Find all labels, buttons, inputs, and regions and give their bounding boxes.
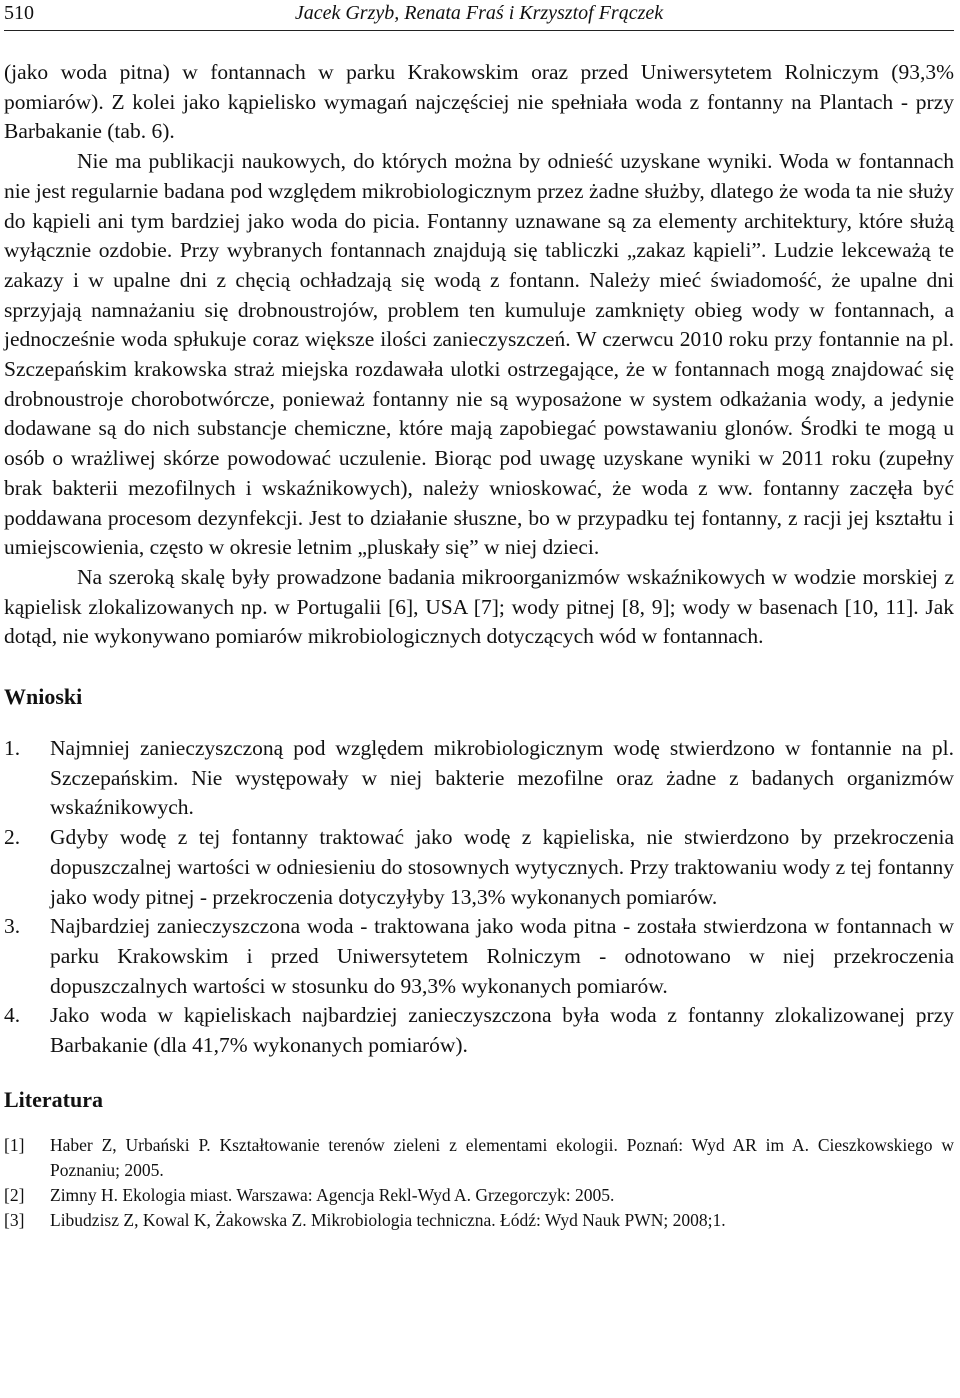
reference-number: [3] — [4, 1209, 25, 1230]
header-rule — [4, 30, 954, 31]
list-item-number: 1. — [4, 736, 21, 761]
running-head: Jacek Grzyb, Renata Fraś i Krzysztof Frączek — [294, 2, 664, 24]
reference-number: [2] — [4, 1184, 25, 1205]
list-item — [4, 912, 954, 1001]
page-content — [4, 58, 954, 1233]
list-item-number: 2. — [4, 825, 21, 850]
list-item-text: Najbardziej zanieczyszczona woda - traktowana jako woda pitna - została stwierdzona w fontannach w parku Krakowskim i przed Uniwersytetem Rolniczym - odnotowano w niej przekroczenia dopuszczalnych wartości w stosunku do 93,3% wykonanych pomiarów. — [50, 914, 954, 998]
list-item-text: Gdyby wodę z tej fontanny traktować jako wodę z kąpieliska, nie stwierdzono by przekroczenia dopuszczalnej wartości w odniesieniu do stosownych wytycznych. Przy traktowaniu wody z tej fontanny jako wody pitnej - przekroczenia dotyczyłyby 13,3% wykonanych pomiarów. — [50, 825, 954, 909]
page-number: 510 — [4, 2, 34, 24]
section-title-conclusions: Wnioski — [4, 684, 83, 710]
list-item-text: Najmniej zanieczyszczoną pod względem mikrobiologicznym wodę stwierdzono w fontannie na pl. Szczepańskim. Nie występowały w niej bakterie mezofilne oraz żadne z badanych organizmów wskaźnikowych. — [50, 736, 954, 820]
list-item-number: 4. — [4, 1003, 21, 1028]
list-item-number: 3. — [4, 914, 21, 939]
reference-text: Zimny H. Ekologia miast. Warszawa: Agencja Rekl-Wyd A. Grzegorczyk: 2005. — [50, 1184, 615, 1205]
reference-number: [1] — [4, 1134, 25, 1155]
reference-item — [4, 1183, 954, 1208]
reference-item — [4, 1208, 954, 1233]
page-header — [4, 0, 954, 30]
paragraph-discussion: Nie ma publikacji naukowych, do których można by odnieść uzyskane wyniki. Woda w fontannach nie jest regularnie badana pod względem mikrobiologicznym przez żadne służby, dlatego że woda ta nie służy do kąpieli ani tym bardziej jako woda do picia. Fontanny uznawane są za elementy architektury, które służą wyłącznie ozdobie. Przy wybranych fontannach znajdują się tabliczki „zakaz kąpieli”. Ludzie lekceważą te zakazy i w upalne dni z chęcią ochładzają się wodą z fontann. Należy mieć świadomość, że upalne dni sprzyjają namnażaniu się drobnoustrojów, problem ten kumuluje zamknięty obieg wody w fontannach, a jednocześnie woda spłukuje coraz większe ilości zanieczyszczeń. W czerwcu 2010 roku przy fontannie na pl. Szczepańskim krakowska straż miejska rozdawała ulotki ostrzegające, że w fontannach mogą znajdować się drobnoustroje chorobotwórcze, ponieważ fontanny nie są wyposażone w system odkażania wody, a jedynie dodawane są do nich substancje chemiczne, które mają zapobiegać powstawaniu glonów. Środki te mogą u osób o wrażliwej skórze powodować uczulenie. Biorąc pod uwagę uzyskane wyniki w 2011 roku (zupełny brak bakterii mezofilnych i wskaźnikowych), należy wnioskować, że woda z ww. fontanny zaczęła być poddawana procesom dezynfekcji. Jest to działanie słuszne, bo w przypadku tej fontanny, z racji jej kształtu i umiejscowienia, często w okresie letnim „pluskały się” w niej dzieci. — [4, 149, 954, 560]
paragraph-literature-context: Na szeroką skalę były prowadzone badania mikroorganizmów wskaźnikowych w wodzie morskiej z kąpielisk zlokalizowanych np. w Portugalii [6], USA [7]; wody pitnej [8, 9]; wody w basenach [10, 11]. Jak dotąd, nie wykonywano pomiarów mikrobiologicznych dotyczących wód w fontannach. — [4, 564, 954, 649]
paragraph-continued: (jako woda pitna) w fontannach w parku Krakowskim oraz przed Uniwersytetem Rolniczym (93,3% pomiarów). Z kolei jako kąpielisko wymagań najczęściej nie spełniała woda z fontanny na Plantach - przy Barbakanie (tab. 6). — [4, 60, 954, 144]
references-list — [4, 1133, 954, 1233]
list-item — [4, 823, 954, 912]
list-item — [4, 734, 954, 823]
reference-text: Libudzisz Z, Kowal K, Żakowska Z. Mikrobiologia techniczna. Łódź: Wyd Nauk PWN; 2008;1. — [50, 1209, 726, 1230]
reference-text: Haber Z, Urbański P. Kształtowanie terenów zieleni z elementami ekologii. Poznań: Wyd AR im A. Cieszkowskiego w Poznaniu; 2005. — [50, 1134, 954, 1180]
list-item — [4, 1001, 954, 1060]
conclusions-list — [4, 734, 954, 1061]
reference-item — [4, 1133, 954, 1183]
section-title-references: Literatura — [4, 1086, 103, 1112]
list-item-text: Jako woda w kąpieliskach najbardziej zanieczyszczona była woda z fontanny zlokalizowanej przy Barbakanie (dla 41,7% wykonanych pomiarów). — [50, 1003, 954, 1058]
